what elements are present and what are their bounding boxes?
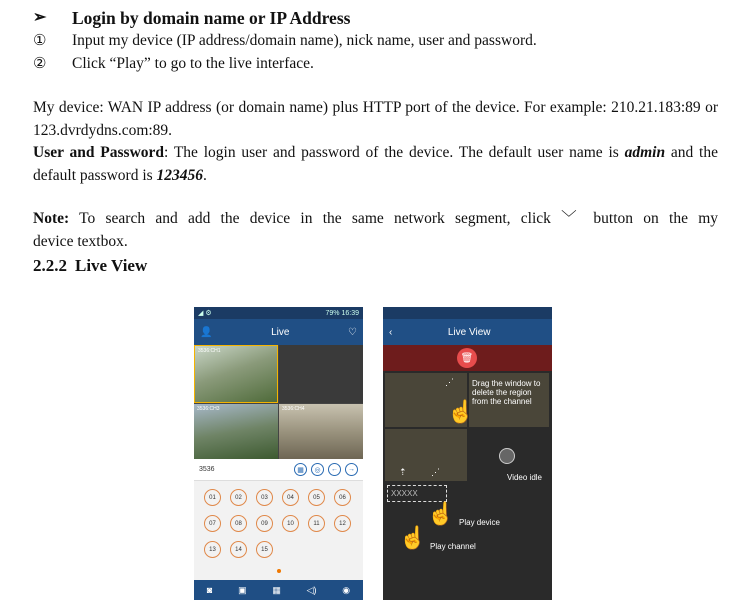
login-heading-text: Login by domain name or IP Address <box>72 7 351 28</box>
device-name: 3536 <box>199 466 215 473</box>
camera-label: 3536:CH3 <box>197 405 220 412</box>
section-number: 2.2.2 <box>33 256 67 275</box>
channel-button[interactable]: 05 <box>308 489 325 506</box>
device-box: XXXXX <box>387 485 447 502</box>
record-icon[interactable]: ▣ <box>238 584 247 595</box>
status-battery-time: 79% 16:39 <box>325 309 359 317</box>
channel-button[interactable]: 15 <box>256 541 273 558</box>
user-password-paragraph <box>33 142 718 187</box>
hand-pointer-icon: ☝ <box>447 399 475 424</box>
trash-icon[interactable]: 🗑 <box>457 348 477 368</box>
step-number: ② <box>33 56 47 73</box>
channel-button[interactable]: 11 <box>308 515 325 532</box>
ptz-icon[interactable]: ◎ <box>311 463 324 476</box>
document-body <box>33 6 718 278</box>
favorite-icon[interactable]: ♡ <box>348 326 357 338</box>
section-heading <box>33 255 718 278</box>
channel-button[interactable]: 01 <box>204 489 221 506</box>
chevron-down-icon: ﹀ <box>561 210 577 227</box>
note-paragraph <box>33 208 718 231</box>
drag-hint-text: Drag the window to delete the region from the channel <box>472 379 541 406</box>
section-title: Live View <box>75 256 148 275</box>
back-arrow-icon[interactable]: ← <box>328 463 341 476</box>
channel-button[interactable]: 07 <box>204 515 221 532</box>
camera-view[interactable] <box>279 404 363 460</box>
drag-arrow-icon: ⋰ <box>445 377 454 387</box>
channel-button[interactable]: 04 <box>282 489 299 506</box>
camera-label: 3536:CH4 <box>282 405 305 412</box>
step-2 <box>33 53 718 76</box>
channel-grid <box>194 481 363 566</box>
title-bar <box>383 319 552 345</box>
layout-icon[interactable]: ▦ <box>272 584 281 595</box>
play-device-text: Play device <box>459 518 500 527</box>
screen-title: Live <box>271 326 290 338</box>
channel-button[interactable]: 13 <box>204 541 221 558</box>
grid-icon[interactable]: ▦ <box>294 463 307 476</box>
step-text: Input my device (IP address/domain name), nick name, user and password. <box>72 32 537 50</box>
camera-view[interactable] <box>194 345 278 403</box>
mic-icon[interactable]: ◉ <box>342 584 351 595</box>
user-password-text: : The login user and password of the device. The default user name is <box>164 144 625 161</box>
default-password: 123456 <box>156 166 204 184</box>
speaker-icon[interactable]: ◁) <box>306 584 317 595</box>
back-icon[interactable]: ‹ <box>389 326 393 338</box>
note-text: To search and add the device in the same network segment, click <box>69 210 562 227</box>
note-paragraph-end: device textbox. <box>33 232 128 250</box>
channel-button[interactable]: 12 <box>334 515 351 532</box>
user-password-text-2: and the default password is <box>33 144 718 184</box>
up-arrow-icon: ⇡ <box>399 467 407 477</box>
live-view-screenshot <box>383 307 552 600</box>
login-heading <box>33 6 718 30</box>
my-device-paragraph: My device: WAN IP address (or domain name) plus HTTP port of the device. For example: 210.21.183:89 or 123.dvrdydns.com:89. <box>33 99 718 139</box>
camera-view[interactable] <box>194 404 278 460</box>
channel-button[interactable]: 08 <box>230 515 247 532</box>
video-idle-text: Video idle <box>507 473 542 482</box>
channel-button[interactable]: 06 <box>334 489 351 506</box>
step-1 <box>33 30 718 53</box>
default-username: admin <box>624 144 666 161</box>
channel-button[interactable]: 02 <box>230 489 247 506</box>
screen-title: Live View <box>447 326 491 338</box>
video-tile <box>385 429 467 481</box>
user-password-label: User and Password <box>33 144 165 161</box>
bottom-toolbar <box>194 580 363 600</box>
user-icon[interactable]: 👤 <box>200 326 213 338</box>
play-channel-text: Play channel <box>430 542 476 551</box>
channel-button[interactable]: 10 <box>282 515 299 532</box>
live-screenshot <box>194 307 363 600</box>
page-indicator <box>277 569 281 573</box>
signal-icon: ◢ ⚙ <box>198 310 212 317</box>
user-password-text-3: . <box>203 166 207 184</box>
step-number: ① <box>33 33 47 50</box>
video-idle-icon <box>499 448 515 464</box>
drag-arrow-icon: ⋰ <box>431 467 440 477</box>
forward-arrow-icon[interactable]: → <box>345 463 358 476</box>
status-bar <box>383 307 552 319</box>
camera-grid <box>194 345 363 459</box>
channel-button[interactable]: 14 <box>230 541 247 558</box>
channel-button[interactable]: 09 <box>256 515 273 532</box>
note-text-2: button on the my <box>583 210 718 227</box>
hand-pointer-icon: ☝ <box>427 501 455 526</box>
camera-icon[interactable]: ◙ <box>206 585 213 595</box>
hand-pointer-icon: ☝ <box>399 525 427 550</box>
title-bar <box>194 319 363 345</box>
channel-button[interactable]: 03 <box>256 489 273 506</box>
camera-view[interactable] <box>279 345 363 403</box>
status-bar <box>194 307 363 319</box>
step-text: Click “Play” to go to the live interface. <box>72 55 314 73</box>
device-control-row <box>194 459 363 481</box>
arrow-bullet-icon: ➢ <box>33 8 47 26</box>
note-label: Note: <box>33 210 70 227</box>
camera-label: 3536:CH1 <box>198 348 221 354</box>
